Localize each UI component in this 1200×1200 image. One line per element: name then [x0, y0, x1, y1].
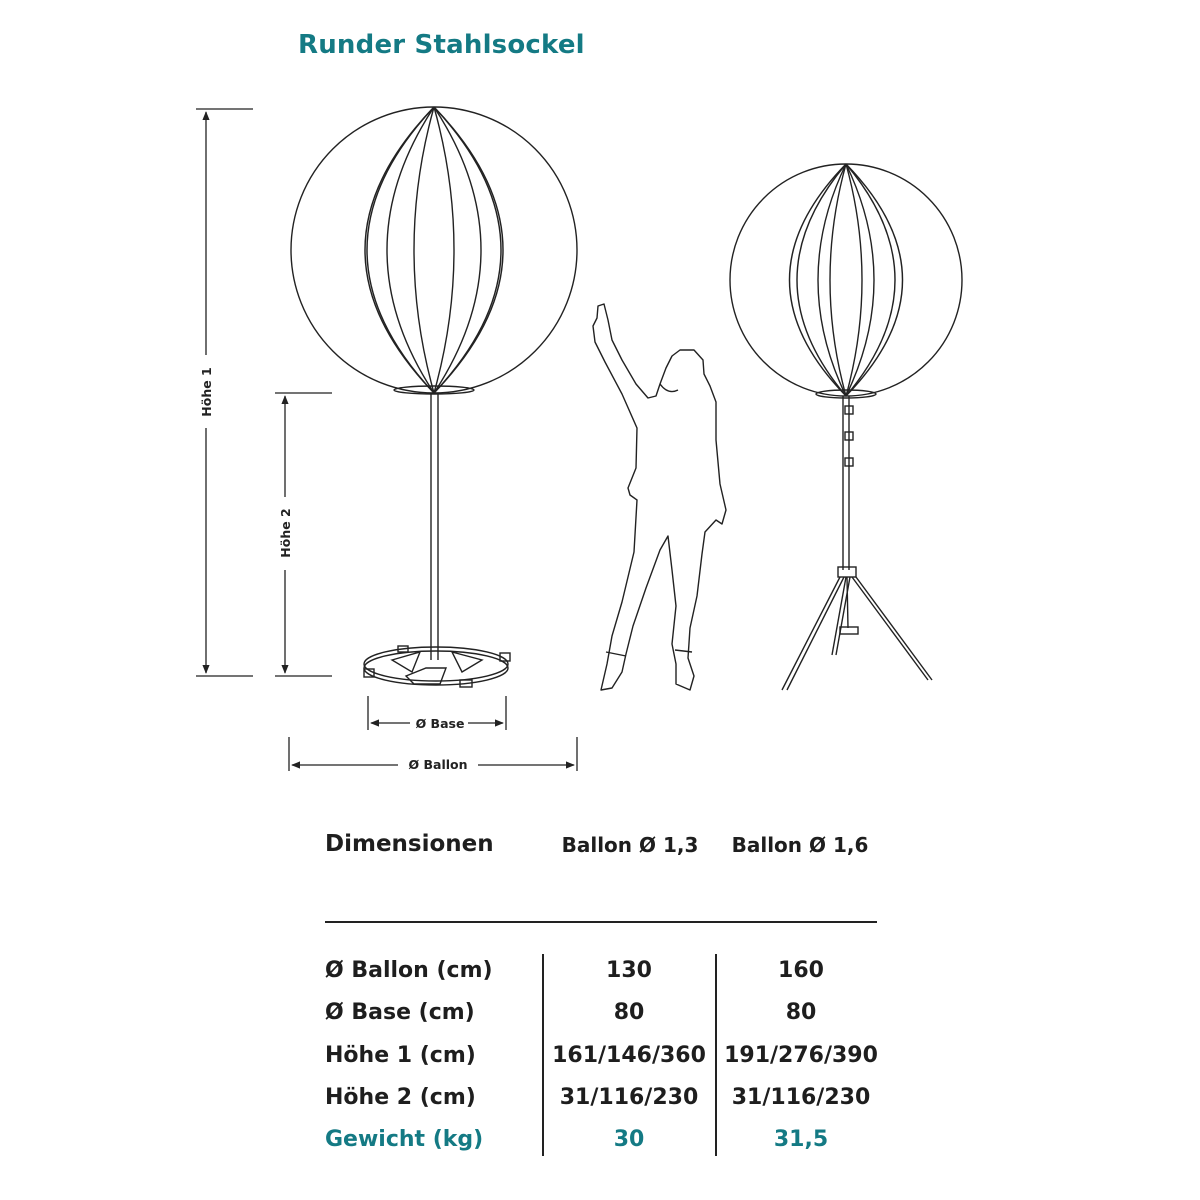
- table-header-col2: Ballon Ø 1,6: [731, 833, 869, 857]
- row-label: Höhe 2 (cm): [325, 1085, 476, 1110]
- ballon-label: Ø Ballon: [408, 757, 468, 772]
- table-divider: [325, 921, 877, 923]
- table-row: [0, 1000, 1200, 1040]
- row-value-col1: 30: [613, 1127, 645, 1152]
- balloon-steel-base: [291, 107, 577, 687]
- table-row: [0, 958, 1200, 998]
- table-row: [0, 1085, 1200, 1125]
- row-value-col1: 31/116/230: [559, 1085, 699, 1110]
- table-row-weight: [0, 1127, 1200, 1167]
- row-value-col1: 130: [606, 958, 652, 983]
- table-header-dimensionen: Dimensionen: [325, 831, 494, 857]
- person-silhouette: [593, 304, 726, 690]
- table-row: [0, 1043, 1200, 1083]
- base-label: Ø Base: [415, 716, 465, 731]
- row-label: Ø Base (cm): [325, 1000, 475, 1025]
- table-header-col1: Ballon Ø 1,3: [561, 833, 699, 857]
- row-label: Gewicht (kg): [325, 1127, 484, 1152]
- row-value-col2: 191/276/390: [724, 1043, 878, 1068]
- page-title: Runder Stahlsockel: [298, 30, 585, 60]
- hoehe1-label: Höhe 1: [199, 367, 214, 417]
- row-label: Ø Ballon (cm): [325, 958, 493, 983]
- row-value-col1: 80: [613, 1000, 645, 1025]
- row-value-col1: 161/146/360: [552, 1043, 706, 1068]
- hoehe2-label: Höhe 2: [278, 508, 293, 558]
- row-value-col2: 80: [785, 1000, 817, 1025]
- row-value-col2: 31,5: [773, 1127, 829, 1152]
- balloon-tripod: [730, 164, 962, 690]
- row-value-col2: 160: [778, 958, 824, 983]
- row-value-col2: 31/116/230: [731, 1085, 871, 1110]
- row-label: Höhe 1 (cm): [325, 1043, 476, 1068]
